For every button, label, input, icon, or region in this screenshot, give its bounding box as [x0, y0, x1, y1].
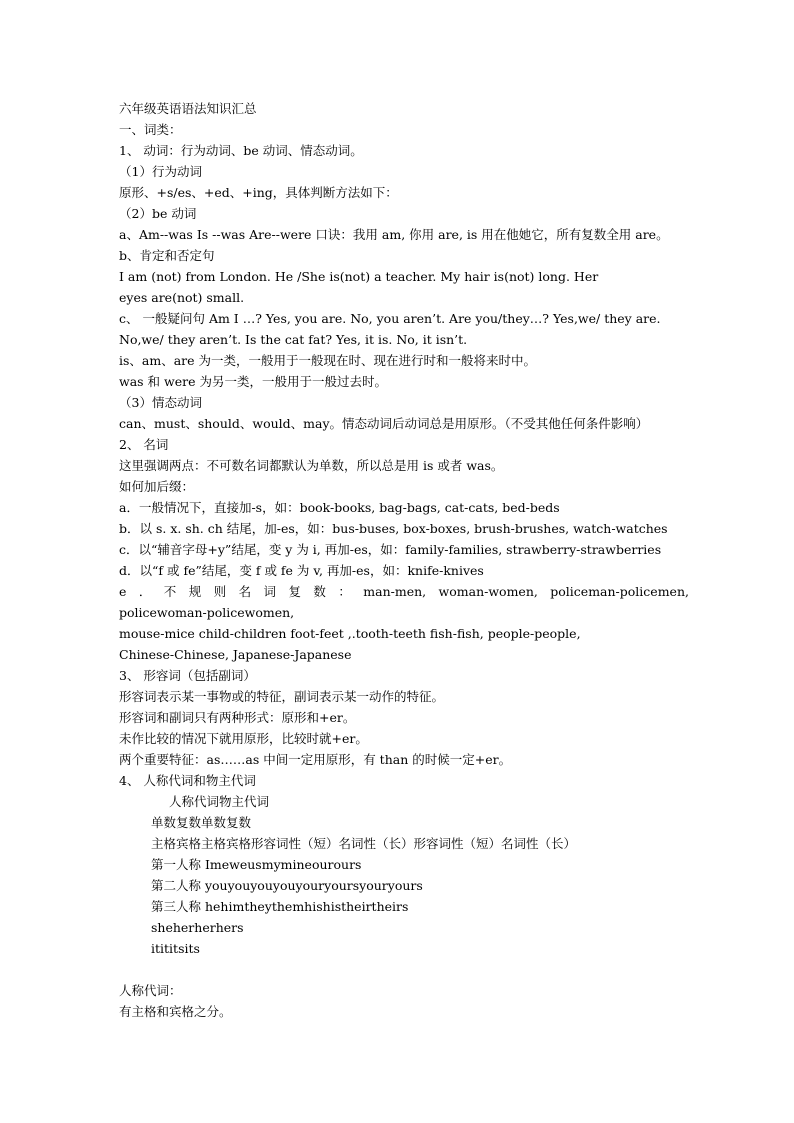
line-e-token: 不 [163, 584, 177, 599]
text-line: 这里强调两点：不可数名词都默认为单数，所以总是用 is 或者 was。 [119, 458, 504, 473]
line-e-token: 数 [313, 584, 326, 599]
line-e-token: woman-women, [438, 584, 538, 599]
text-line: 3、 形容词（包括副词） [119, 668, 256, 683]
irregular-plural-line [119, 581, 689, 602]
line-e-token: ： [338, 584, 351, 599]
table-row: itititsits [151, 941, 200, 956]
footer-section [119, 980, 689, 1022]
text-line: b．以 s. x. sh. ch 结尾，加-es，如：bus-buses, box-boxes, brush-brushes, watch-watches [119, 521, 668, 536]
table-row: 第二人称 youyouyouyouyouryoursyouryours [151, 878, 423, 893]
line-e-token: policeman-policemen, [550, 584, 689, 599]
document-page [119, 98, 689, 1022]
text-line: policewoman-policewomen, [119, 605, 295, 620]
text-line: a、Am--was Is --was Are--were 口诀：我用 am, 你用 are, is 用在他她它，所有复数全用 are。 [119, 227, 669, 242]
text-line: （3）情态动词 [119, 395, 202, 410]
line-e-token: 复 [288, 584, 301, 599]
line-e-token: e [119, 584, 127, 599]
text-line: c．以“辅音字母+y”结尾，变 y 为 i, 再加-es，如：family-families, strawberry-strawberries [119, 542, 662, 557]
text-line: 两个重要特征：as……as 中间一定用原形，有 than 的时候一定+er。 [119, 752, 512, 767]
text-line: I am (not) from London. He /She is(not) a teacher. My hair is(not) long. Her [119, 269, 599, 284]
text-line: 有主格和宾格之分。 [119, 1004, 232, 1019]
table-row: 单数复数单数复数 [151, 815, 252, 830]
text-line: a．一般情况下，直接加-s，如：book-books, bag-bags, cat-cats, bed-beds [119, 500, 560, 515]
text-line: can、must、should、would、may。情态动词后动词总是用原形。（不受其他任何条件影响） [119, 416, 649, 431]
line-e-token: 则 [213, 584, 227, 599]
text-line: 4、 人称代词和物主代词 [119, 773, 256, 788]
text-line: eyes are(not) small. [119, 290, 245, 305]
text-line: 一、词类： [119, 122, 182, 137]
text-line: b、肯定和否定句 [119, 248, 215, 263]
line-e-token: ． [138, 584, 152, 599]
text-line: 形容词表示某一事物或的特征，副词表示某一动作的特征。 [119, 689, 445, 704]
pronoun-table-title: 人称代词物主代词 [169, 794, 270, 809]
text-line: （2）be 动词 [119, 206, 197, 221]
text-line: d．以“f 或 fe”结尾，变 f 或 fe 为 v, 再加-es，如：knife-knives [119, 563, 484, 578]
table-row: 主格宾格主格宾格形容词性（短）名词性（长）形容词性（短）名词性（长） [151, 836, 577, 851]
line-e-token: man-men, [363, 584, 427, 599]
spacer [119, 959, 689, 980]
table-row: 第三人称 hehimtheythemhishistheirtheirs [151, 899, 409, 914]
text-line: 1、 动词：行为动词、be 动词、情态动词。 [119, 143, 363, 158]
text-line: 人称代词： [119, 983, 182, 998]
line-e-token: 规 [188, 584, 202, 599]
pronoun-table [119, 812, 689, 959]
text-line: 形容词和副词只有两种形式：原形和+er。 [119, 710, 356, 725]
text-line: （1）行为动词 [119, 164, 202, 179]
text-line: mouse-mice child-children foot-feet ,.tooth-teeth fish-fish, people-people, [119, 626, 581, 641]
line-e-token: 名 [238, 584, 252, 599]
body-section-1 [119, 119, 689, 581]
line-e-token: 词 [263, 584, 277, 599]
body-section-2 [119, 602, 689, 791]
text-line: No,we/ they aren’t. Is the cat fat? Yes, it is. No, it isn’t. [119, 332, 468, 347]
text-line: 如何加后缀： [119, 479, 195, 494]
table-row: 第一人称 Imeweusmymineourours [151, 857, 362, 872]
text-line: was 和 were 为另一类，一般用于一般过去时。 [119, 374, 387, 389]
text-line: 未作比较的情况下就用原形，比较时就+er。 [119, 731, 368, 746]
doc-title: 六年级英语语法知识汇总 [119, 101, 257, 116]
text-line: Chinese-Chinese, Japanese-Japanese [119, 647, 352, 662]
text-line: is、am、are 为一类，一般用于一般现在时、现在进行时和一般将来时中。 [119, 353, 537, 368]
text-line: 原形、+s/es、+ed、+ing，具体判断方法如下： [119, 185, 398, 200]
table-row: sheherherhers [151, 920, 244, 935]
text-line: 2、 名词 [119, 437, 169, 452]
text-line: c、 一般疑问句 Am I …? Yes, you are. No, you aren’t. Are you/they…? Yes,we/ they are. [119, 311, 661, 326]
